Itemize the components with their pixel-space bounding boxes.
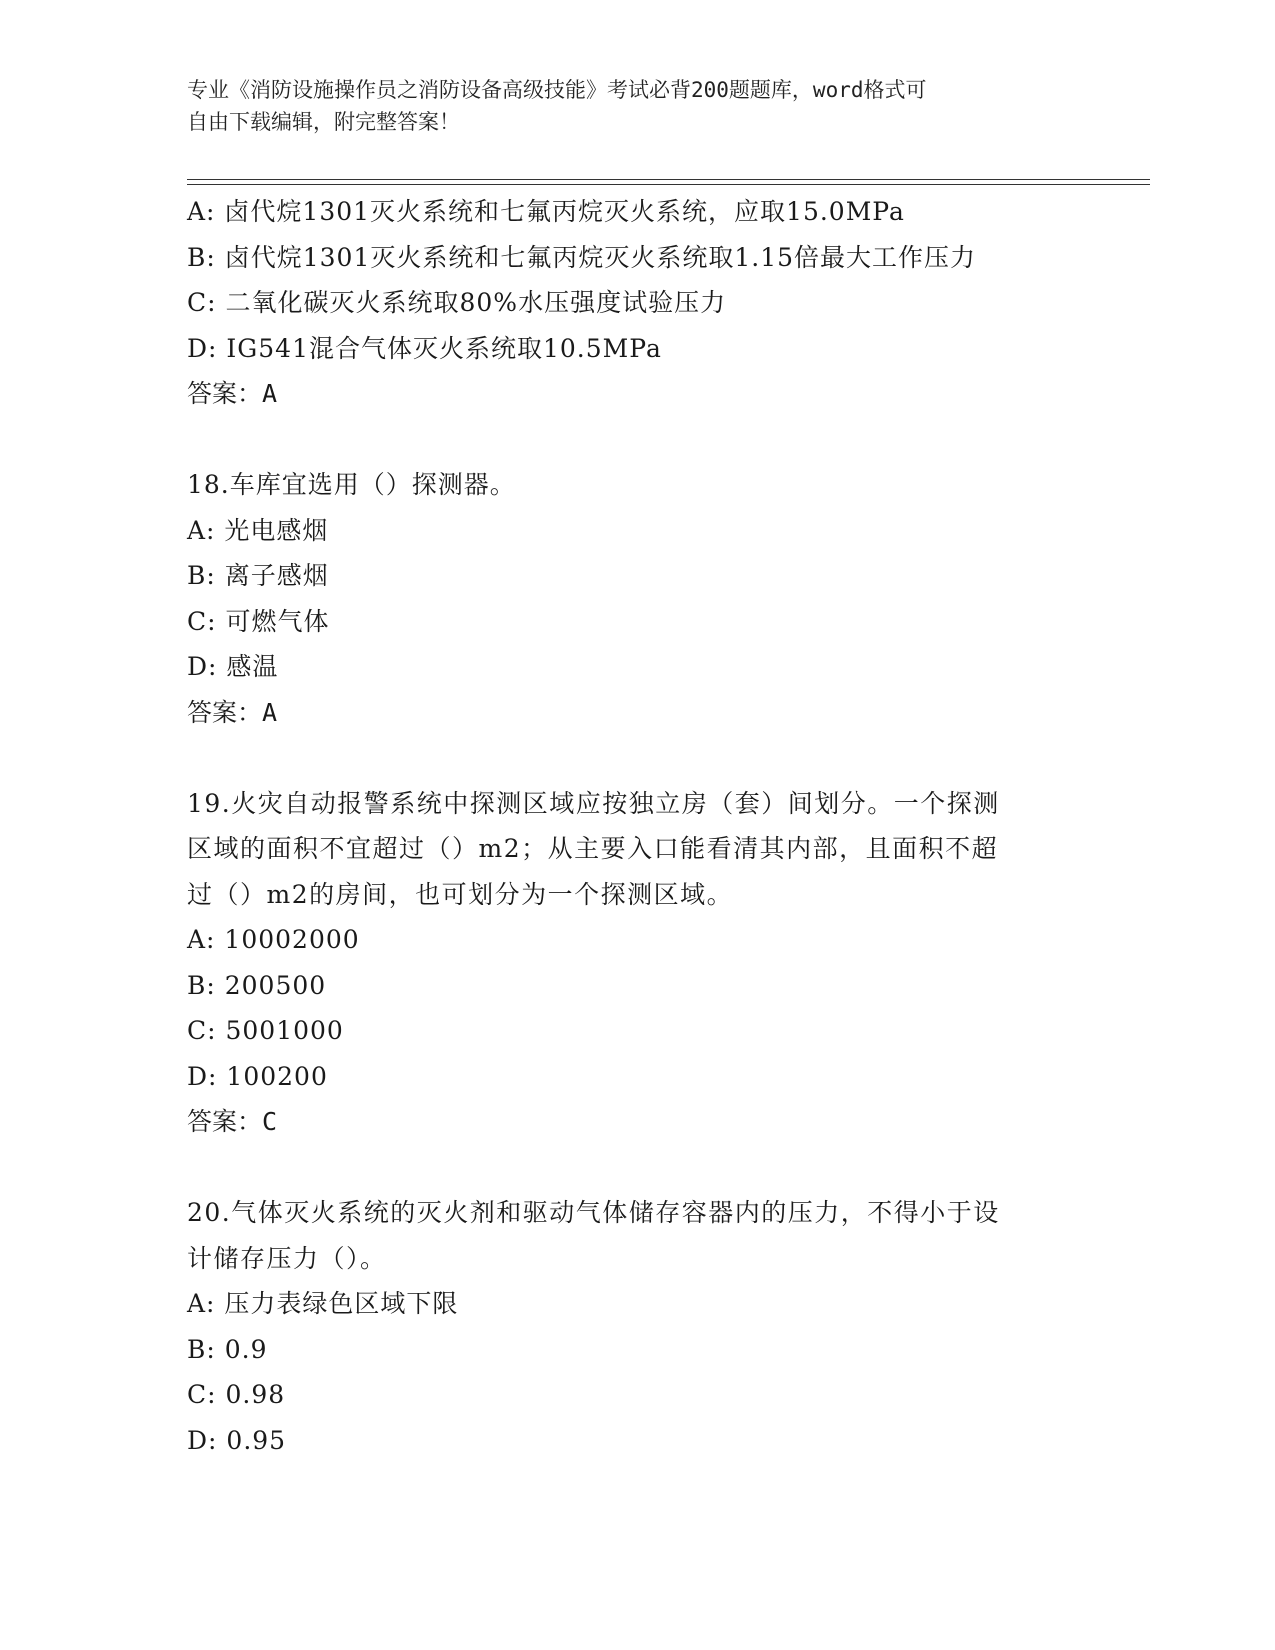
question-stem-line-1: 19.火灾自动报警系统中探测区域应按独立房（套）间划分。一个探测 <box>187 788 1000 818</box>
option-a: A: 压力表绿色区域下限 <box>187 1289 459 1318</box>
document-header <box>187 74 1067 138</box>
header-divider-top <box>187 179 1150 180</box>
option-c: C: 0.98 <box>187 1380 286 1409</box>
answer: 答案：A <box>187 379 278 408</box>
header-line-1: 专业《消防设施操作员之消防设备高级技能》考试必背200题题库，word格式可 <box>187 78 927 102</box>
spacer <box>187 735 1087 781</box>
option-d: D: 100200 <box>187 1061 328 1091</box>
option-b: B: 200500 <box>187 970 327 1000</box>
option-c: C: 5001000 <box>187 1016 344 1045</box>
option-d: D: IG541混合气体灭火系统取10.5MPa <box>187 333 662 363</box>
option-d: D: 0.95 <box>187 1425 287 1455</box>
header-divider-bottom <box>187 184 1150 185</box>
answer: 答案：A <box>187 697 278 727</box>
option-b: B: 0.9 <box>187 1334 268 1364</box>
option-b: B: 卤代烷1301灭火系统和七氟丙烷灭火系统取1.15倍最大工作压力 <box>187 242 977 272</box>
question-list <box>187 189 1087 1463</box>
spacer <box>187 1145 1087 1191</box>
question-19 <box>187 781 1087 1145</box>
question-stem-line-1: 20.气体灭火系统的灭火剂和驱动气体储存容器内的压力，不得小于设 <box>187 1198 1000 1227</box>
question-stem-line-2: 计储存压力（）。 <box>187 1243 387 1273</box>
question-20 <box>187 1190 1087 1463</box>
option-b: B: 离子感烟 <box>187 561 329 590</box>
question-stem-line-2: 区域的面积不宜超过（）m2；从主要入口能看清其内部，且面积不超 <box>187 834 999 863</box>
option-a: A: 光电感烟 <box>187 515 329 545</box>
option-c: C: 可燃气体 <box>187 606 330 636</box>
option-a: A: 卤代烷1301灭火系统和七氟丙烷灭火系统，应取15.0MPa <box>187 197 905 226</box>
option-d: D: 感温 <box>187 652 279 681</box>
answer: 答案：C <box>187 1107 278 1136</box>
question-stem: 18.车库宜选用（）探测器。 <box>187 470 516 499</box>
question-17 <box>187 189 1087 417</box>
question-stem-line-3: 过（）m2的房间，也可划分为一个探测区域。 <box>187 879 734 909</box>
option-a: A: 10002000 <box>187 925 360 954</box>
spacer <box>187 417 1087 463</box>
option-c: C: 二氧化碳灭火系统取80%水压强度试验压力 <box>187 288 727 317</box>
question-18 <box>187 462 1087 735</box>
header-line-2: 自由下载编辑，附完整答案！ <box>187 110 460 134</box>
